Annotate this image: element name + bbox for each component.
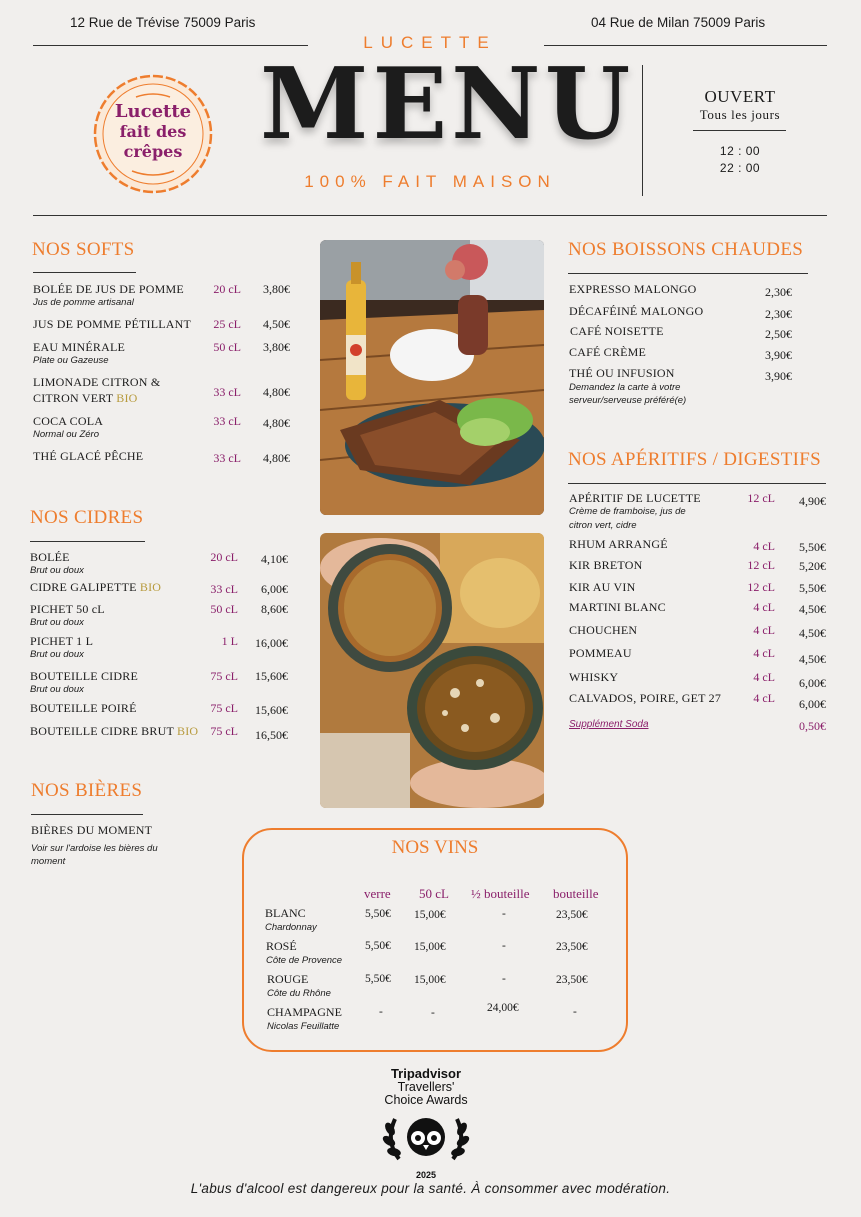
open-title: OUVERT <box>704 87 776 106</box>
list-item: EAU MINÉRALE Plate ou Gazeuse 50 cL 3,80€ <box>33 340 290 366</box>
header-bottom-divider <box>33 215 827 216</box>
col-header-bouteille: bouteille <box>553 886 599 901</box>
tripadvisor-award <box>360 1067 492 1180</box>
list-item: POMMEAU 4 cL 4,50€ <box>569 646 826 666</box>
list-item: APÉRITIF DE LUCETTE Crème de framboise, jus de citron vert, cidre 12 cL 4,90€ <box>569 491 826 531</box>
vins-title: NOS VINS <box>391 837 479 858</box>
list-item: THÉ OU INFUSION 3,90€ Demandez la carte à votre serveur/serveuse préféré(e) <box>569 366 792 406</box>
page-title: MENU <box>260 47 635 162</box>
cidres-title: NOS CIDRES <box>30 507 144 528</box>
open-divider <box>693 130 786 131</box>
list-item: JUS DE POMME PÉTILLANT 25 cL 4,50€ <box>33 317 290 331</box>
logo-line-1: Lucette <box>114 101 192 122</box>
header-divider-right <box>544 45 827 46</box>
list-item: LIMONADE CITRON & CITRON VERT BIO 33 cL 4,80€ <box>33 375 290 405</box>
logo-line-2: fait des <box>119 122 187 141</box>
open-from: 12 : 00 <box>719 144 761 158</box>
supplement-link[interactable]: Supplément Soda <box>569 719 649 730</box>
award-brand: Tripadvisor <box>390 1066 462 1081</box>
list-item: RHUM ARRANGÉ 4 cL 5,50€ <box>569 537 826 554</box>
address-right: 04 Rue de Milan 75009 Paris <box>591 15 766 30</box>
logo-line-3: crêpes <box>123 142 183 161</box>
crepe-photo-icon <box>320 240 544 515</box>
list-item: MARTINI BLANC 4 cL 4,50€ <box>569 600 826 616</box>
list-item: KIR AU VIN 12 cL 5,50€ <box>569 580 826 595</box>
list-item: EXPRESSO MALONGO 2,30€ <box>569 282 792 299</box>
softs-divider <box>33 272 136 273</box>
list-item: BOLÉE DE JUS DE POMME Jus de pomme artisanal 20 cL 3,80€ <box>33 282 290 308</box>
aperitifs-divider <box>568 483 826 484</box>
list-item: BOUTEILLE POIRÉ 75 cL 15,60€ <box>30 701 288 717</box>
chaudes-title: NOS BOISSONS CHAUDES <box>568 239 804 260</box>
col-header-verre: verre <box>364 886 391 901</box>
bieres-title: NOS BIÈRES <box>31 780 143 801</box>
lucette-logo <box>92 73 214 195</box>
list-item: COCA COLA Normal ou Zéro 33 cL 4,80€ <box>33 414 290 440</box>
header-vertical-divider <box>642 65 643 196</box>
list-item: PICHET 50 cL Brut ou doux 50 cL 8,60€ <box>30 602 288 628</box>
list-item: BOUTEILLE CIDRE Brut ou doux 75 cL 15,60€ <box>30 669 288 695</box>
award-line-2: Travellers' <box>397 1080 455 1094</box>
softs-title: NOS SOFTS <box>32 239 135 260</box>
list-item: CHOUCHEN 4 cL 4,50€ <box>569 623 826 640</box>
header-divider-left <box>33 45 308 46</box>
list-item: THÉ GLACÉ PÊCHE 33 cL 4,80€ <box>33 449 290 465</box>
list-item: BIÈRES DU MOMENT Voir sur l'ardoise les bières du moment <box>31 823 158 867</box>
list-item: CAFÉ CRÈME 3,90€ <box>569 345 792 362</box>
chaudes-divider <box>568 273 808 274</box>
col-header-demi: ½ bouteille <box>471 886 530 901</box>
open-to: 22 : 00 <box>719 161 761 175</box>
list-item: CAFÉ NOISETTE 2,50€ <box>570 324 792 341</box>
award-year: 2025 <box>415 1170 437 1180</box>
list-item: CIDRE GALIPETTE BIO 33 cL 6,00€ <box>30 580 288 596</box>
vins-box: NOS VINS verre 50 cL ½ bouteille bouteille BLANC Chardonnay 5,50€ 15,00€ - 23,50€ ROSÉ Côte de Provence 5,50€ 15,00€ - 23,50€ ROUGE Côte du Rhône 5,50€ 15,00€ - 23,50€ CHAMPAGNE Nicolas Feuillatte - - 24,00€ - <box>242 828 628 1052</box>
list-item: KIR BRETON 12 cL 5,20€ <box>569 558 826 573</box>
open-days: Tous les jours <box>699 107 781 122</box>
col-header-50cl: 50 cL <box>419 886 449 901</box>
list-item: BOLÉE Brut ou doux 20 cL 4,10€ <box>30 550 288 576</box>
address-left: 12 Rue de Trévise 75009 Paris <box>70 15 256 30</box>
aperitifs-title: NOS APÉRITIFS / DIGESTIFS <box>568 449 821 470</box>
list-item: PICHET 1 L Brut ou doux 1 L 16,00€ <box>30 634 288 660</box>
tagline: 100% FAIT MAISON <box>304 172 556 191</box>
bowls-photo-icon <box>320 533 544 808</box>
list-item: CALVADOS, POIRE, GET 27 4 cL 6,00€ <box>569 691 826 711</box>
bieres-divider <box>31 814 143 815</box>
cidres-divider <box>30 541 145 542</box>
list-item: DÉCAFÉINÉ MALONGO 2,30€ <box>569 304 792 321</box>
supplement-row: Supplément Soda 0,50€ <box>569 719 826 733</box>
alcohol-disclaimer: L'abus d'alcool est dangereux pour la santé. À consommer avec modération. <box>190 1181 671 1196</box>
tripadvisor-owl-laurel-icon <box>381 1111 471 1169</box>
list-item: WHISKY 4 cL 6,00€ <box>569 670 826 690</box>
award-line-3: Choice Awards <box>384 1093 468 1107</box>
brand-name: LUCETTE <box>363 33 497 52</box>
list-item: BOUTEILLE CIDRE BRUT BIO 75 cL 16,50€ <box>30 724 288 742</box>
crepe-cider-photo <box>320 240 544 515</box>
bowls-cheers-photo <box>320 533 544 808</box>
